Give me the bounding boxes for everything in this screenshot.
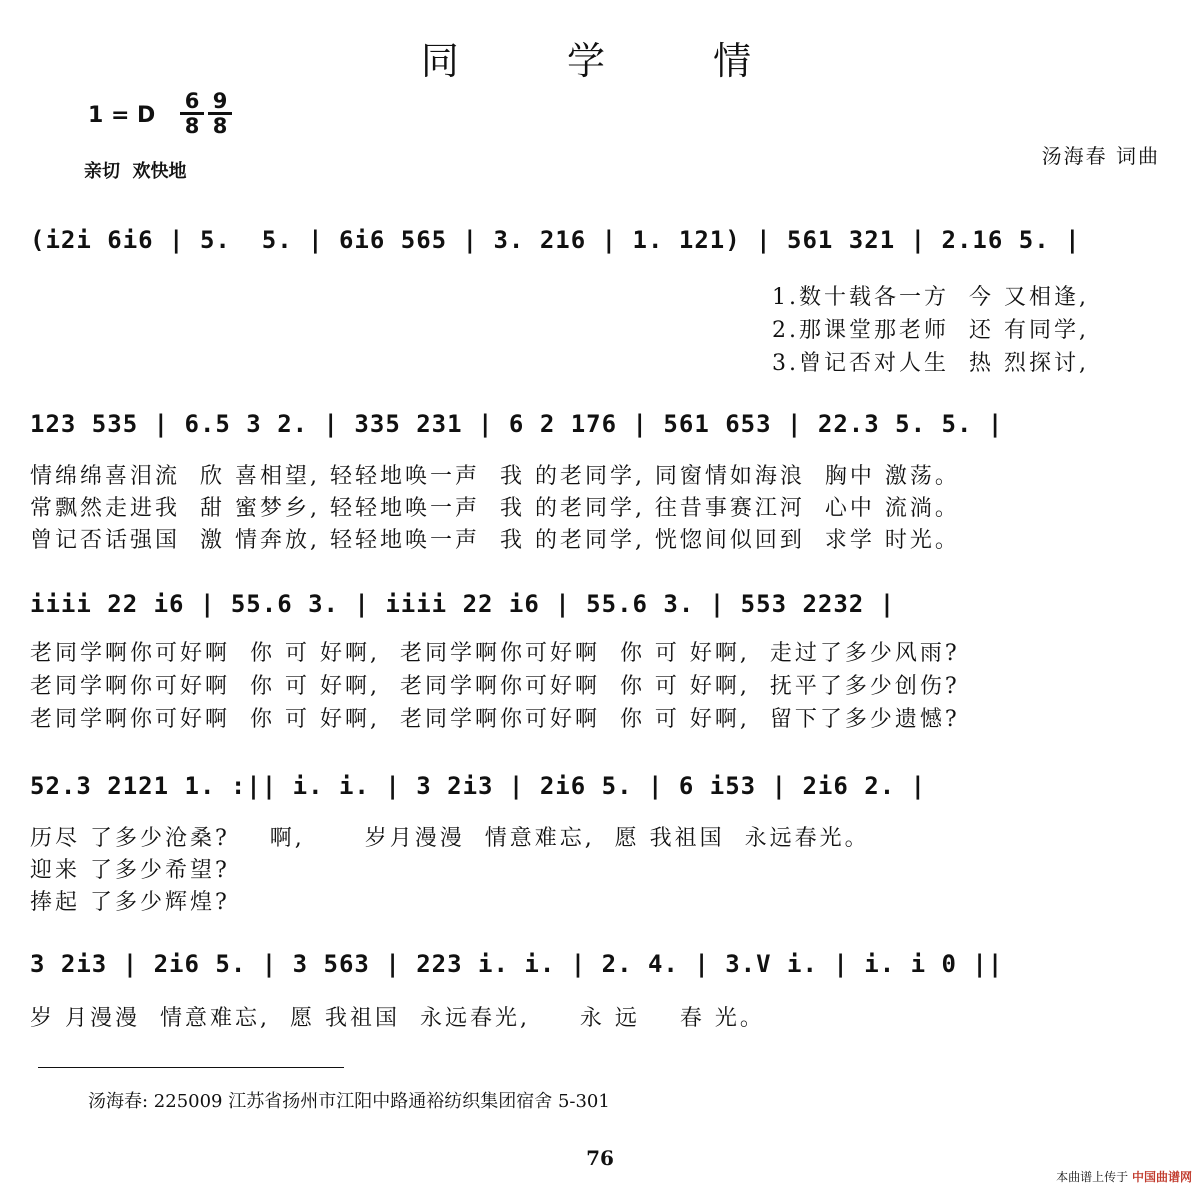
notes-line-3: iiii 22 i6 | 55.6 3. | iiii 22 i6 | 55.6 3. | 553 2232 | xyxy=(30,590,896,618)
watermark-prefix: 本曲谱上传于 xyxy=(1056,1170,1129,1184)
lyric-line-2-verse-2: 常飘然走进我 甜 蜜梦乡, 轻轻地唤一声 我 的老同学, 往昔事赛江河 心中 流淌。 xyxy=(30,496,960,521)
lyric-line-5-verse-1: 岁 月漫漫 情意难忘, 愿 我祖国 永远春光, 永 远 春 光。 xyxy=(30,1006,765,1031)
composer-credit: 汤海春 词曲 xyxy=(1041,144,1160,168)
time-signature-1-top: 6 xyxy=(180,90,204,115)
time-signature-2 xyxy=(208,90,232,137)
source-watermark xyxy=(1056,1168,1192,1185)
lyric-line-3-verse-3: 老同学啊你可好啊 你 可 好啊, 老同学啊你可好啊 你 可 好啊, 留下了多少遗憾? xyxy=(30,707,960,732)
notes-line-1: (i2i 6i6 | 5. 5. | 6i6 565 | 3. 216 | 1. 121) | 561 321 | 2.16 5. | xyxy=(30,226,1081,254)
lyric-line-4-verse-1: 历尽 了多少沧桑? 啊, 岁月漫漫 情意难忘, 愿 我祖国 永远春光。 xyxy=(30,826,870,851)
lyric-line-1-verse-2: 2.那课堂那老师 还 有同学, xyxy=(772,318,1089,343)
time-signature-2-bottom: 8 xyxy=(212,114,228,138)
lyric-line-1-verse-3: 3.曾记否对人生 热 烈探讨, xyxy=(772,351,1089,376)
key-signature: 1 = D xyxy=(88,103,156,128)
lyric-line-1-verse-1: 1.数十载各一方 今 又相逢, xyxy=(772,285,1089,310)
lyric-line-3-verse-2: 老同学啊你可好啊 你 可 好啊, 老同学啊你可好啊 你 可 好啊, 抚平了多少创伤? xyxy=(30,674,960,699)
lyric-line-2-verse-1: 情绵绵喜泪流 欣 喜相望, 轻轻地唤一声 我 的老同学, 同窗情如海浪 胸中 激荡。 xyxy=(30,464,960,489)
lyric-line-4-verse-3: 捧起 了多少辉煌? xyxy=(30,890,230,915)
notes-line-2: 123 535 | 6.5 3 2. | 335 231 | 6 2 176 | 561 653 | 22.3 5. 5. | xyxy=(30,410,1004,438)
page-number: 76 xyxy=(586,1146,614,1170)
tempo-marking: 亲切 欢快地 xyxy=(84,161,187,182)
lyric-line-3-verse-1: 老同学啊你可好啊 你 可 好啊, 老同学啊你可好啊 你 可 好啊, 走过了多少风雨? xyxy=(30,641,960,666)
notes-line-5: 3 2i3 | 2i6 5. | 3 563 | 223 i. i. | 2. 4. | 3.V i. | i. i 0 || xyxy=(30,950,1004,978)
footnote-divider xyxy=(38,1067,344,1068)
lyric-line-4-verse-2: 迎来 了多少希望? xyxy=(30,858,230,883)
time-signature-2-top: 9 xyxy=(208,90,232,115)
footnote-address: 汤海春: 225009 江苏省扬州市江阳中路通裕纺织集团宿舍 5-301 xyxy=(88,1091,610,1112)
time-signature-1 xyxy=(180,90,204,137)
time-signature-1-bottom: 8 xyxy=(184,114,200,138)
watermark-brand: 中国曲谱网 xyxy=(1131,1170,1192,1184)
song-title: 同 学 情 xyxy=(420,39,780,83)
notes-line-4: 52.3 2121 1. :|| i. i. | 3 2i3 | 2i6 5. | 6 i53 | 2i6 2. | xyxy=(30,772,927,800)
lyric-line-2-verse-3: 曾记否话强国 激 情奔放, 轻轻地唤一声 我 的老同学, 恍惚间似回到 求学 时光。 xyxy=(30,528,960,553)
